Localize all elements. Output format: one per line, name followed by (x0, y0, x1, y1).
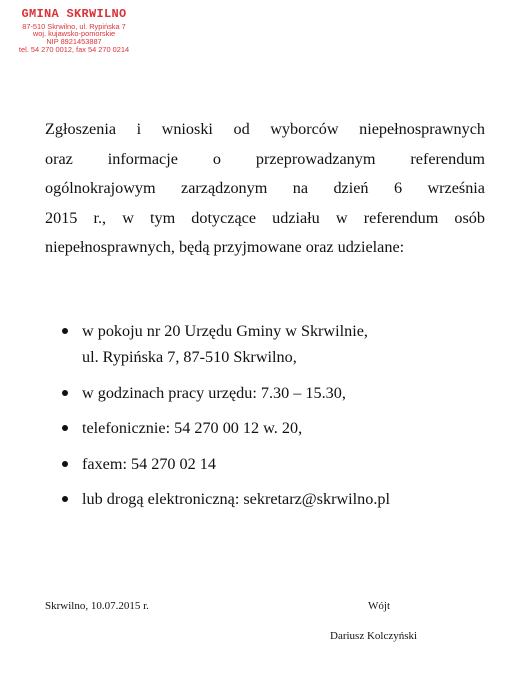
list-item (60, 415, 480, 441)
list-item-text: faxem: 54 270 02 14 (82, 454, 216, 473)
list-item-text-continued: ul. Rypińska 7, 87-510 Skrwilno, (82, 348, 297, 366)
stamp-title: GMINA SKRWILNO (21, 7, 127, 21)
stamp-region: woj. kujawsko-pomorskie (32, 29, 116, 39)
intro-line: ogólnokrajowym zarządzonym na dzień 6 września (45, 179, 485, 197)
list-item-text: telefonicznie: 54 270 00 12 w. 20, (82, 419, 303, 437)
intro-line: 2015 r., w tym dotyczące udziału w referendum osób (45, 208, 485, 227)
intro-line: Zgłoszenia i wnioski od wyborców niepełnosprawnych (45, 120, 485, 138)
list-item (60, 486, 480, 512)
bullet-icon (62, 328, 68, 334)
announcement-intro (45, 115, 485, 263)
signer-role: Wójt (368, 600, 390, 612)
stamp-phone: tel. 54 270 0012, fax 54 270 0214 (18, 44, 130, 54)
stamp-address: 87-510 Skrwilno, ul. Rypińska 7 (22, 21, 126, 31)
contact-methods-list (60, 318, 480, 522)
stamp-nip: NIP 8921453887 (46, 37, 102, 47)
bullet-icon (62, 425, 68, 431)
bullet-icon (62, 390, 68, 396)
bullet-icon (62, 496, 68, 502)
list-item-text: w pokoju nr 20 Urzędu Gminy w Skrwilnie, (82, 322, 368, 340)
intro-line: niepełnosprawnych, będą przyjmowane oraz udzielane: (45, 238, 405, 256)
intro-line: oraz informacje o przeprowadzanym referendum (45, 149, 485, 168)
place-and-date: Skrwilno, 10.07.2015 r. (45, 600, 149, 612)
bullet-icon (62, 461, 68, 467)
list-item (60, 318, 480, 370)
signer-name: Dariusz Kolczyński (330, 630, 418, 642)
list-item-text: lub drogą elektroniczną: sekretarz@skrwilno.pl (82, 490, 390, 508)
municipality-stamp (8, 8, 140, 54)
list-item (60, 451, 480, 477)
list-item (60, 380, 480, 406)
list-item-text: w godzinach pracy urzędu: 7.30 – 15.30, (82, 383, 346, 402)
